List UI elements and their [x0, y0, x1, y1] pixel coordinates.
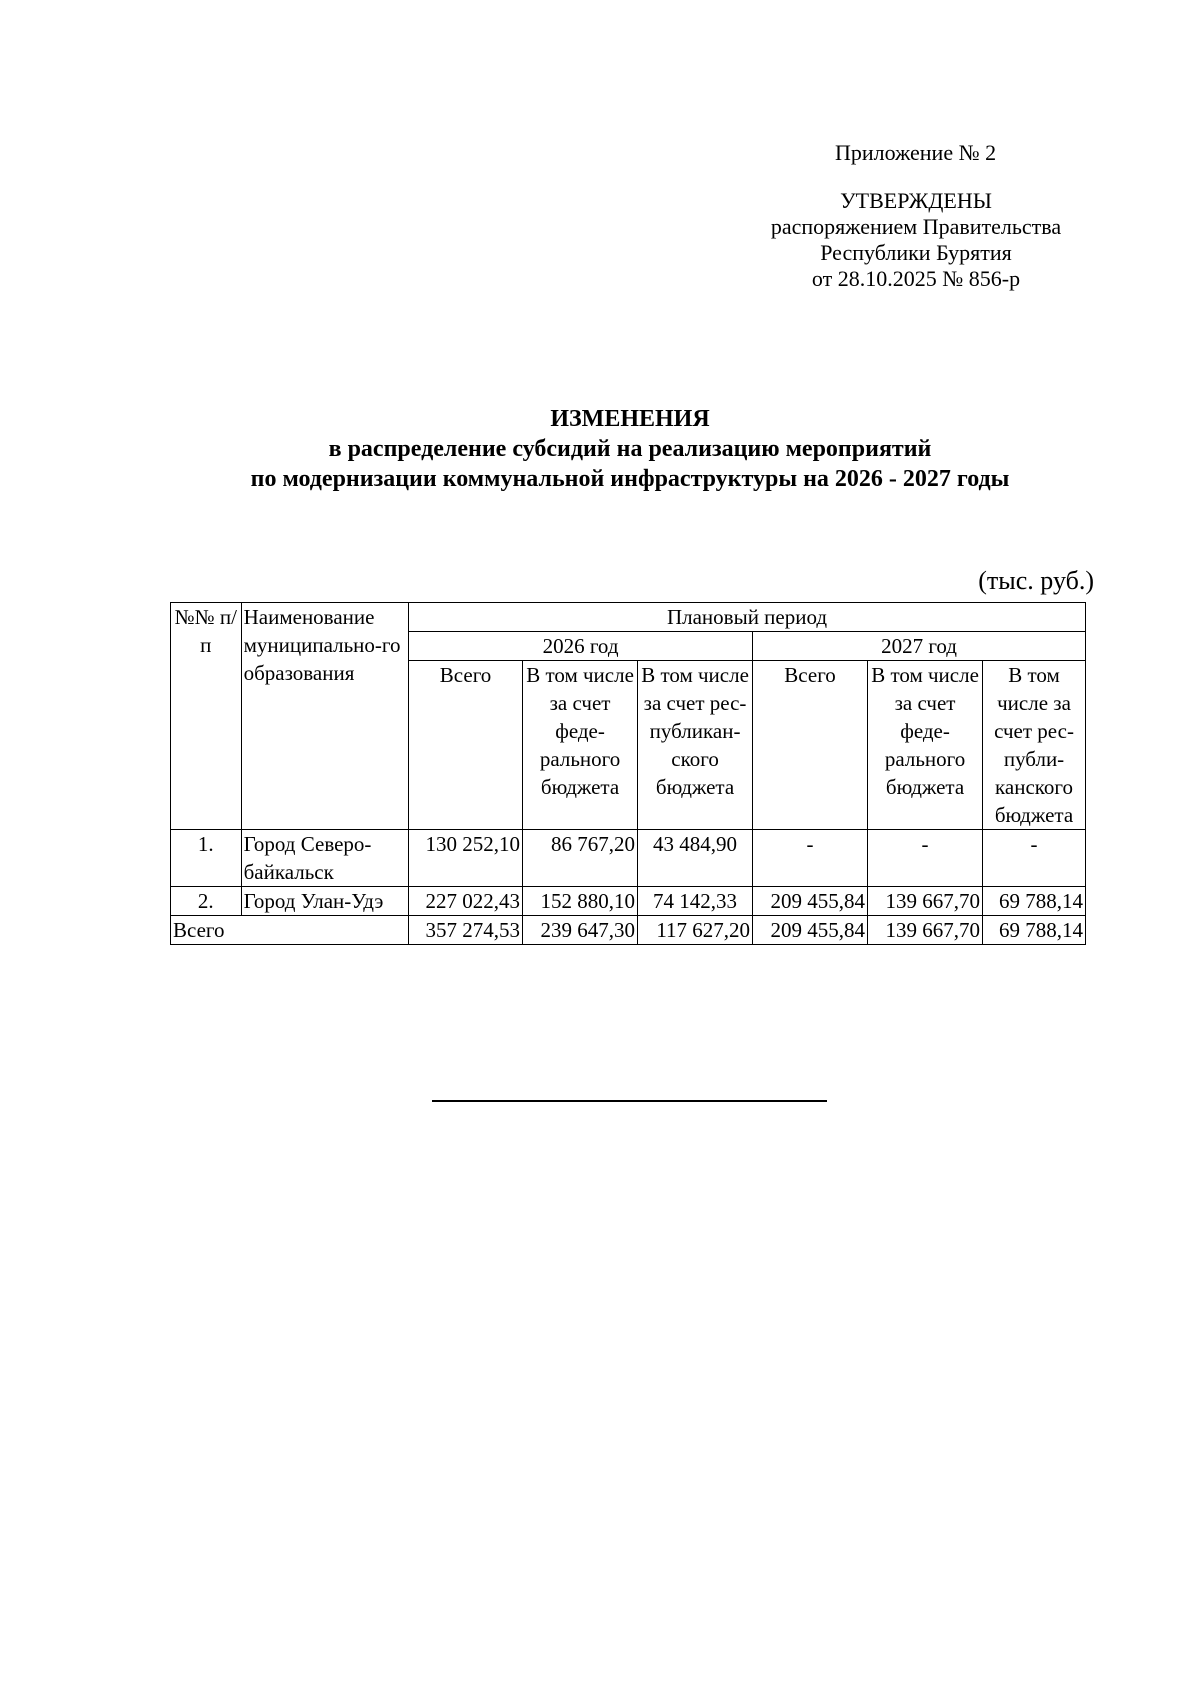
total-total-2026: 357 274,53	[409, 916, 523, 945]
header-total-2026: Всего	[409, 661, 523, 830]
header-year-2026: 2026 год	[409, 632, 753, 661]
row-federal-2026: 86 767,20	[523, 830, 638, 887]
header-year-2027: 2027 год	[753, 632, 1086, 661]
units-label: (тыс. руб.)	[978, 566, 1094, 595]
total-total-2027: 209 455,84	[753, 916, 868, 945]
appendix-label: Приложение № 2	[835, 140, 997, 165]
total-republican-2027: 69 788,14	[983, 916, 1086, 945]
approved-by-line-2: Республики Бурятия	[820, 240, 1012, 265]
total-label: Всего	[171, 916, 409, 945]
row-republican-2026: 74 142,33	[638, 887, 753, 916]
total-federal-2027: 139 667,70	[868, 916, 983, 945]
title-line-1: ИЗМЕНЕНИЯ	[550, 406, 710, 432]
row-republican-2026: 43 484,90	[638, 830, 753, 887]
total-row	[171, 916, 1086, 945]
table-row	[171, 887, 1086, 916]
total-republican-2026: 117 627,20	[638, 916, 753, 945]
header-planning-period: Плановый период	[409, 603, 1086, 632]
header-republican-2027: В том числе за счет рес-публи-канского бюджета	[983, 661, 1086, 830]
header-federal-2027: В том числе за счет феде-рального бюджета	[868, 661, 983, 830]
header-total-2027: Всего	[753, 661, 868, 830]
row-number: 2.	[171, 887, 242, 916]
row-federal-2026: 152 880,10	[523, 887, 638, 916]
row-municipality: Город Улан-Удэ	[241, 887, 408, 916]
document-title	[0, 404, 1200, 494]
row-number: 1.	[171, 830, 242, 887]
row-total-2027: 209 455,84	[753, 887, 868, 916]
title-line-2: в распределение субсидий на реализацию мероприятий	[328, 436, 932, 462]
table-row	[171, 830, 1086, 887]
row-federal-2027: -	[868, 830, 983, 887]
subsidies-table	[170, 602, 1086, 945]
header-federal-2026: В том числе за счет феде-рального бюджета	[523, 661, 638, 830]
approved-stamp-text	[760, 188, 1072, 292]
row-total-2026: 130 252,10	[409, 830, 523, 887]
row-federal-2027: 139 667,70	[868, 887, 983, 916]
signature-divider-line	[432, 1100, 827, 1102]
approved-by-line-1: распоряжением Правительства	[770, 214, 1062, 239]
row-municipality: Город Северо-байкальск	[241, 830, 408, 887]
title-line-3: по модернизации коммунальной инфраструктуры на 2026 - 2027 годы	[250, 466, 1010, 492]
approval-block	[760, 140, 1180, 292]
approved-label: УТВЕРЖДЕНЫ	[840, 188, 992, 213]
row-republican-2027: -	[983, 830, 1086, 887]
total-federal-2026: 239 647,30	[523, 916, 638, 945]
header-municipality: Наименование муниципально-го образования	[241, 603, 408, 830]
row-total-2026: 227 022,43	[409, 887, 523, 916]
approved-date: от 28.10.2025 № 856-р	[811, 266, 1021, 291]
row-total-2027: -	[753, 830, 868, 887]
header-number: №№ п/п	[171, 603, 242, 830]
row-republican-2027: 69 788,14	[983, 887, 1086, 916]
header-republican-2026: В том числе за счет рес-публикан-ского бюджета	[638, 661, 753, 830]
